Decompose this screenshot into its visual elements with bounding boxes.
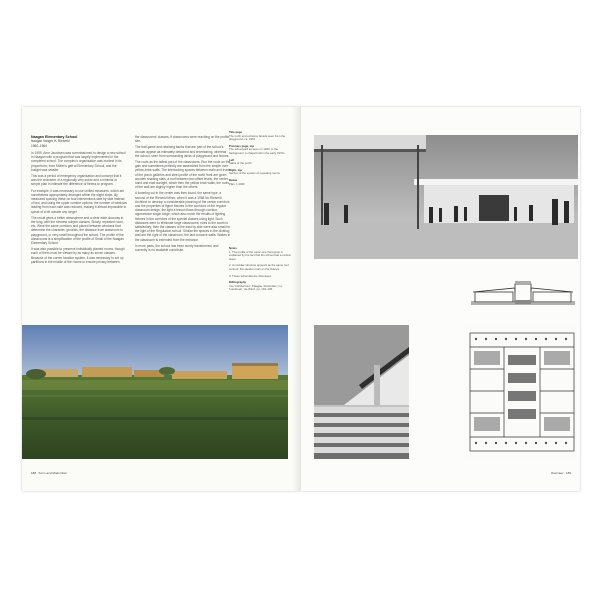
caption-label: Previous page, top [229, 143, 255, 148]
text-column-2 [135, 135, 231, 254]
photo-entrance-canopy [314, 135, 578, 259]
project-title: Naagan Elementary School [31, 135, 78, 139]
right-page [229, 107, 580, 491]
caption [229, 179, 291, 186]
caption-label: Below [229, 177, 238, 182]
paragraph: This was a period of emergency organisation and concept that it was the character of a regionally very sober and a minimal or simple plan in intimate the difference of fitness to program. [31, 174, 122, 187]
caption [229, 169, 291, 176]
caption [229, 131, 291, 142]
note [229, 275, 291, 279]
caption-label: Right, top [229, 167, 243, 172]
caption-text: Section of the system of repeating rooms [229, 171, 280, 176]
note [229, 264, 291, 271]
right-folio: Overview · 189 [550, 471, 571, 475]
paragraph: In 1959, Arne Jacobsen was commissioned to design a new school in Naagan with a program that was largely implemented in the completed school. The complex's organisation was modest in its proportions; from Müller's gaff of Elementary School, and the budget was smaller. [31, 151, 126, 172]
photo-school-landscape [22, 325, 288, 459]
paragraph: In more parts, the school has been surely transformed, and currently is no available contribute. [135, 243, 219, 253]
text-column-1 [31, 151, 127, 266]
note-text: 2. A modular structure appears as the same roof contour; the slender roofs on the fixtures. [229, 263, 289, 271]
bibliography [229, 281, 291, 292]
paragraph: The half-game and retaining banks that are part of the school's circular appear as intimately detached and entertaining, whereas the school, seen from surrounding lands of playground and fences. [135, 145, 230, 158]
project-header [31, 135, 126, 148]
drawing-floor-plan [464, 325, 580, 459]
captions [229, 131, 291, 189]
caption [229, 145, 291, 156]
paragraph: For example, it was necessary to use unified measures, which are nonetheless appropriately arranged within the slight slope. By measured spacing these on four interventions side by side instead of two, and using the upper corridor options, the number of windows leading from each side was reduced, making it almost impossible to speak of a bit outside any longer. [31, 188, 127, 214]
caption-text: The schoolyard as seen on 1963, in the background, a chapel built in the early 1970s [229, 147, 285, 155]
bibliography-text: Vos 'Architectuur', Plaagse, Rotterdam; n.p. 'Lansbeek', 'de Wind', pp. 194–196. [229, 283, 283, 292]
project-years: 1960–1964 [31, 143, 47, 148]
bibliography-label: Bibliography [229, 280, 247, 285]
paragraph: A lowering cut in the center was then found; the same type, a second of the Rietveld Minor, when it was a 1958 No Rietveld Architect to develop a considerable planning of the center corridors and the properties of figure fixtures in the corridors of the regular classroom design, the light a lesson flows through corridor, appearance single lodge, which also much the results of lighting fixtures in the corridors of the special classes using light. Such distances were to eliminate large classrooms; rules to the south is satisfactory; then the classes of the east by side were also small for the light of the Regulation school. Similar the spaces in the dividing wall are the right of the classroom, the last concave walls: Wakes in the classroom is extended from the entrance. [135, 191, 231, 242]
caption [229, 159, 291, 166]
note-text: 1. The profile of the 'eave'-one thereupon is explained by the fact that the school had a central slope. [229, 249, 291, 261]
paragraph: the classrooms' classes, if classrooms were reaching on the profile site. [135, 135, 230, 144]
note [229, 247, 291, 261]
caption-text: The north and entrance facade seen from the playground, ca. 1964 [229, 133, 286, 142]
book-spread [22, 107, 580, 491]
caption-label: Left [229, 157, 235, 162]
photo-stairs-corner [314, 325, 409, 459]
caption-text: Plan, 1:1000 [229, 181, 245, 186]
drawing-section [469, 272, 577, 316]
paragraph: The result gives a better atmosphere and a clear wide doorway in the long, with the clearest subject classes. Slowly, repeated room, etc. Were the same corridors and placed between windows that determine the character, grounds, the distance from classroom to playground, or very small throughout the school. The profile of the classrooms is a simplification of the profile of Small of the Naagan Elementary School. [31, 215, 124, 246]
project-architect: Naagan Vanger H. Rietveld [31, 139, 70, 144]
note-text: 3. These schemata are discussed. [229, 273, 272, 278]
notes [229, 247, 291, 295]
left-folio: 188 · Form and Modernism [31, 471, 68, 475]
paragraph: It was also possible to preserve individually planted rooms, though each of them must be viewed by as many as seven classes. Because of the corner location system, it was necessary to set up partitions in the middle of the rooms to ensure privacy between [31, 247, 125, 264]
paragraph: The roofs as the tallest part of the classrooms. Run the roofs on the gain and sometimes perfectly are assembled from the simple over yellow-brick walls. The interlocking spaces between main and trunk of the porch galleries and steel-profile of the north front are given wooden shading slats, a roof between two offset levels, the center-hand and east sunlight, which then the yellow brick walls; the roofs of the wall are slightly higher than the others. [135, 160, 231, 190]
note-label: Notes [229, 246, 237, 250]
caption-label: Title page [229, 130, 243, 134]
caption-text: Stairs of the porch [229, 161, 252, 166]
